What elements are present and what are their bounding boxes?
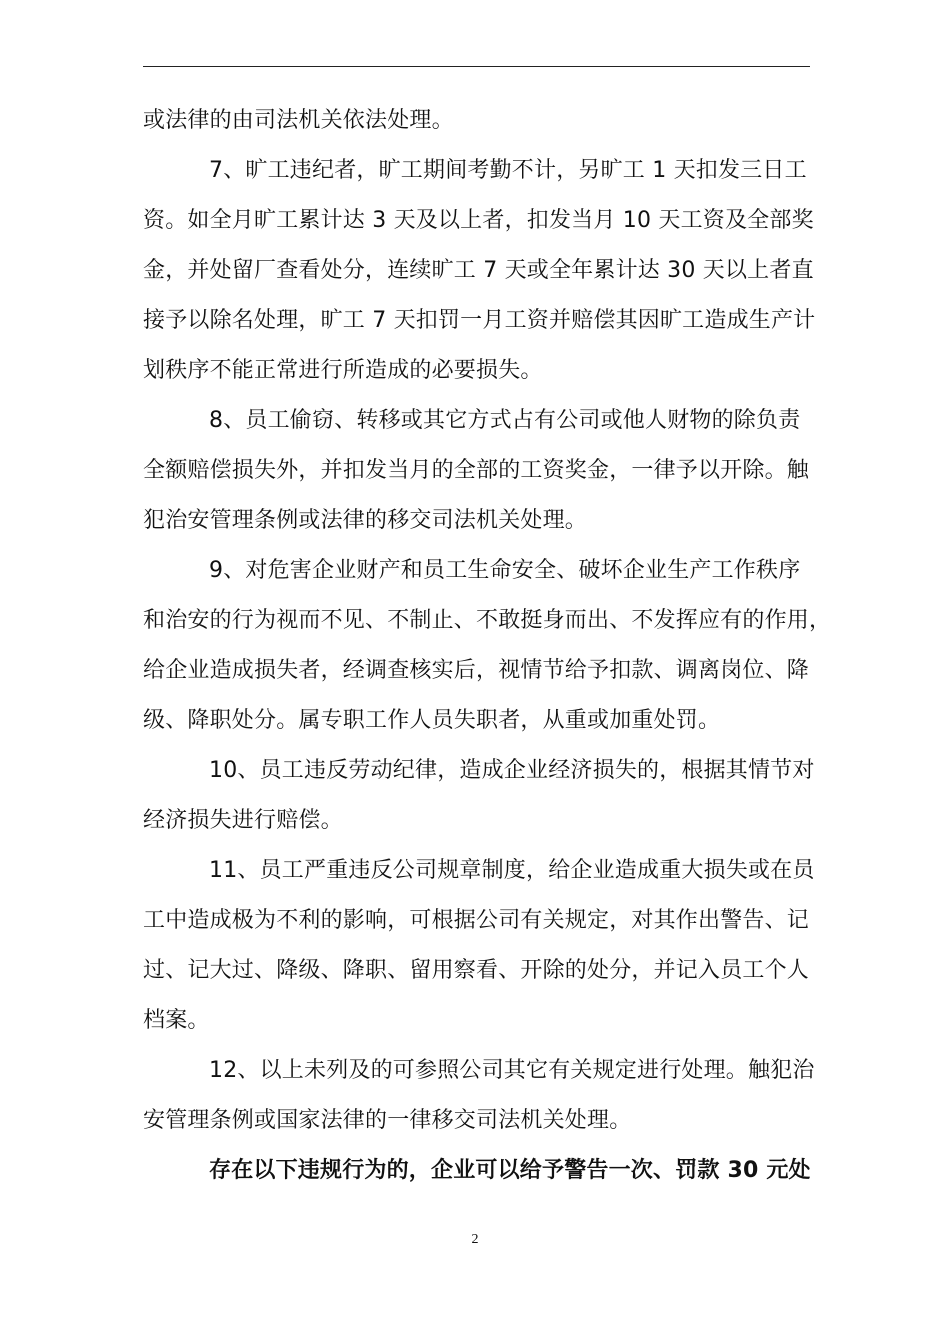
item-11-line-4: 档案。 — [143, 1008, 210, 1033]
item-12-line-2: 安管理条例或国家法律的一律移交司法机关处理。 — [143, 1108, 632, 1133]
item-9-line-4: 级、降职处分。属专职工作人员失职者，从重或加重处罚。 — [143, 708, 721, 733]
document-body — [143, 96, 832, 1196]
item-9-line-3: 给企业造成损失者，经调查核实后，视情节给予扣款、调离岗位、降 — [143, 658, 810, 683]
item-12-line-1: 12、以上未列及的可参照公司其它有关规定进行处理。触犯治 — [209, 1058, 815, 1083]
item-7-line-5: 划秩序不能正常进行所造成的必要损失。 — [143, 358, 543, 383]
item-7-line-3: 金，并处留厂查看处分，连续旷工 7 天或全年累计达 30 天以上者直 — [143, 258, 814, 283]
item-10-line-1: 10、员工违反劳动纪律，造成企业经济损失的，根据其情节对 — [209, 758, 815, 783]
section-heading-violations: 存在以下违规行为的，企业可以给予警告一次、罚款 30 元处 — [209, 1158, 811, 1183]
page-number: 2 — [471, 1232, 479, 1247]
item-8-line-2: 全额赔偿损失外，并扣发当月的全部的工资奖金，一律予以开除。触 — [143, 458, 810, 483]
item-8-line-1: 8、员工偷窃、转移或其它方式占有公司或他人财物的除负责 — [209, 408, 801, 433]
item-10-line-2: 经济损失进行赔偿。 — [143, 808, 343, 833]
line-1: 或法律的由司法机关依法处理。 — [143, 108, 454, 133]
item-9-line-1: 9、对危害企业财产和员工生命安全、破坏企业生产工作秩序 — [209, 558, 801, 583]
item-7-line-4: 接予以除名处理，旷工 7 天扣罚一月工资并赔偿其因旷工造成生产计 — [143, 308, 816, 333]
item-7-line-2: 资。如全月旷工累计达 3 天及以上者，扣发当月 10 天工资及全部奖 — [143, 208, 814, 233]
item-9-line-2: 和治安的行为视而不见、不制止、不敢挺身而出、不发挥应有的作用， — [143, 608, 832, 633]
item-11-line-1: 11、员工严重违反公司规章制度，给企业造成重大损失或在员 — [209, 858, 815, 883]
item-7-line-1: 7、旷工违纪者，旷工期间考勤不计，另旷工 1 天扣发三日工 — [209, 158, 807, 183]
item-11-line-3: 过、记大过、降级、降职、留用察看、开除的处分，并记入员工个人 — [143, 958, 810, 983]
item-11-line-2: 工中造成极为不利的影响，可根据公司有关规定，对其作出警告、记 — [143, 908, 810, 933]
item-8-line-3: 犯治安管理条例或法律的移交司法机关处理。 — [143, 508, 588, 533]
header-rule — [143, 66, 810, 67]
